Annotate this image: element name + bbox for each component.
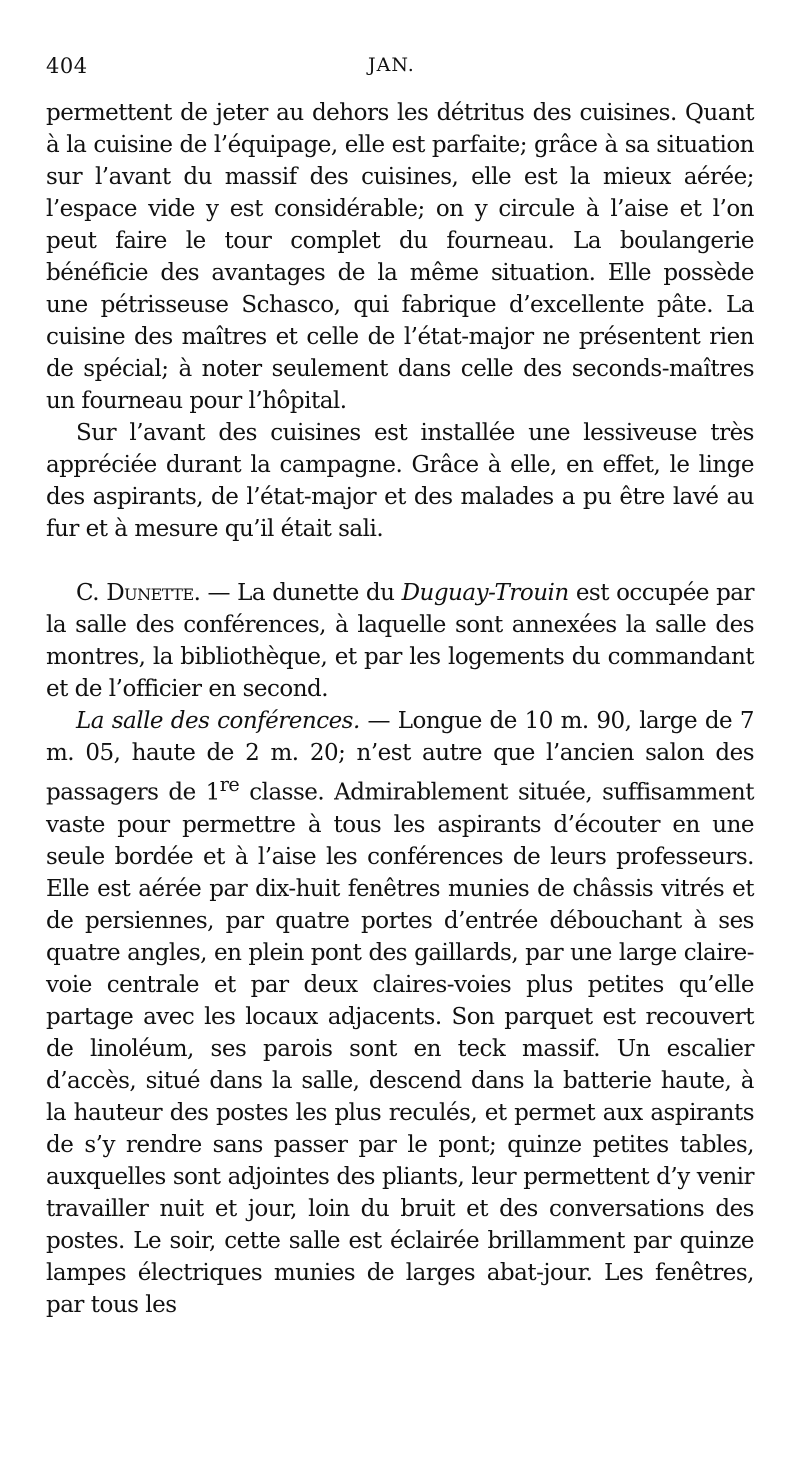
page-number: 404 <box>46 54 88 78</box>
ship-name: Duguay-Trouin <box>401 580 569 606</box>
section-text: est occupée par la salle des conférences, à laquelle sont annexées la salle des montres, la bibliothèque, et par les logements du commandant et de l’officier en second. <box>46 580 754 702</box>
paragraph-dunette <box>46 577 754 705</box>
paragraph-laundry: Sur l’avant des cuisines est installée une lessiveuse très appréciée durant la campagne. Grâce à elle, en effet, le linge des aspirants, de l’état-major et des malades a pu être lavé au fur et à mesure qu’il était sali. <box>46 420 754 542</box>
body-text <box>46 97 754 1321</box>
page-header <box>0 54 800 90</box>
paragraph-kitchens: permettent de jeter au dehors les détritus des cuisines. Quant à la cuisine de l’équipage, elle est parfaite; grâce à sa situation sur l’avant du massif des cuisines, elle est la mieux aérée; l’espace vide y est considérable; on y circule à l’aise et l’on peut faire le tour complet du fourneau. La boulangerie bénéficie des avantages de la même situation. Elle possède une pétrisseuse Schasco, qui fabrique d’excellente pâte. La cuisine des maîtres et celle de l’état-major ne présentent rien de spécial; à noter seulement dans celle des seconds-maîtres un fourneau pour l’hôpital. <box>46 100 754 414</box>
running-head: JAN. <box>368 54 415 76</box>
section-label: C. Dunette. <box>76 580 201 606</box>
subsection-text-a: — Longue de 10 m. 90, large de 7 m. 05, haute de 2 m. 20; n’est autre que l’ancien salon des passagers de 1 <box>46 708 755 806</box>
ordinal-superscript: re <box>219 773 240 796</box>
subsection-text-b: classe. Admirablement située, suffisamment vaste pour permettre à tous les aspirants d’écouter en une seule bordée et à l’aise les conférences de leurs professeurs. Elle est aérée par dix-huit fenêtres munies de châssis vitrés et de persiennes, par quatre portes d’entrée débouchant à ses quatre angles, en plein pont des gaillards, par une large claire-voie centrale et par deux claires-voies plus petites qu’elle partage avec les locaux adjacents. Son parquet est recouvert de linoléum, ses parois sont en teck massif. Un escalier d’accès, situé dans la salle, descend dans la batterie haute, à la hauteur des postes les plus reculés, et permet aux aspirants de s’y rendre sans passer par le pont; quinze petites tables, auxquelles sont adjointes des pliants, leur permettent d’y venir travailler nuit et jour, loin du bruit et des conversations des postes. Le soir, cette salle est éclairée brillamment par quinze lampes électriques munies de larges abat-jour. Les fenêtres, par tous les <box>46 779 754 1318</box>
subsection-title: La salle des conférences. <box>76 708 360 734</box>
paragraph-conference-room <box>46 705 754 1321</box>
section-dash: — La dunette du <box>200 580 402 606</box>
